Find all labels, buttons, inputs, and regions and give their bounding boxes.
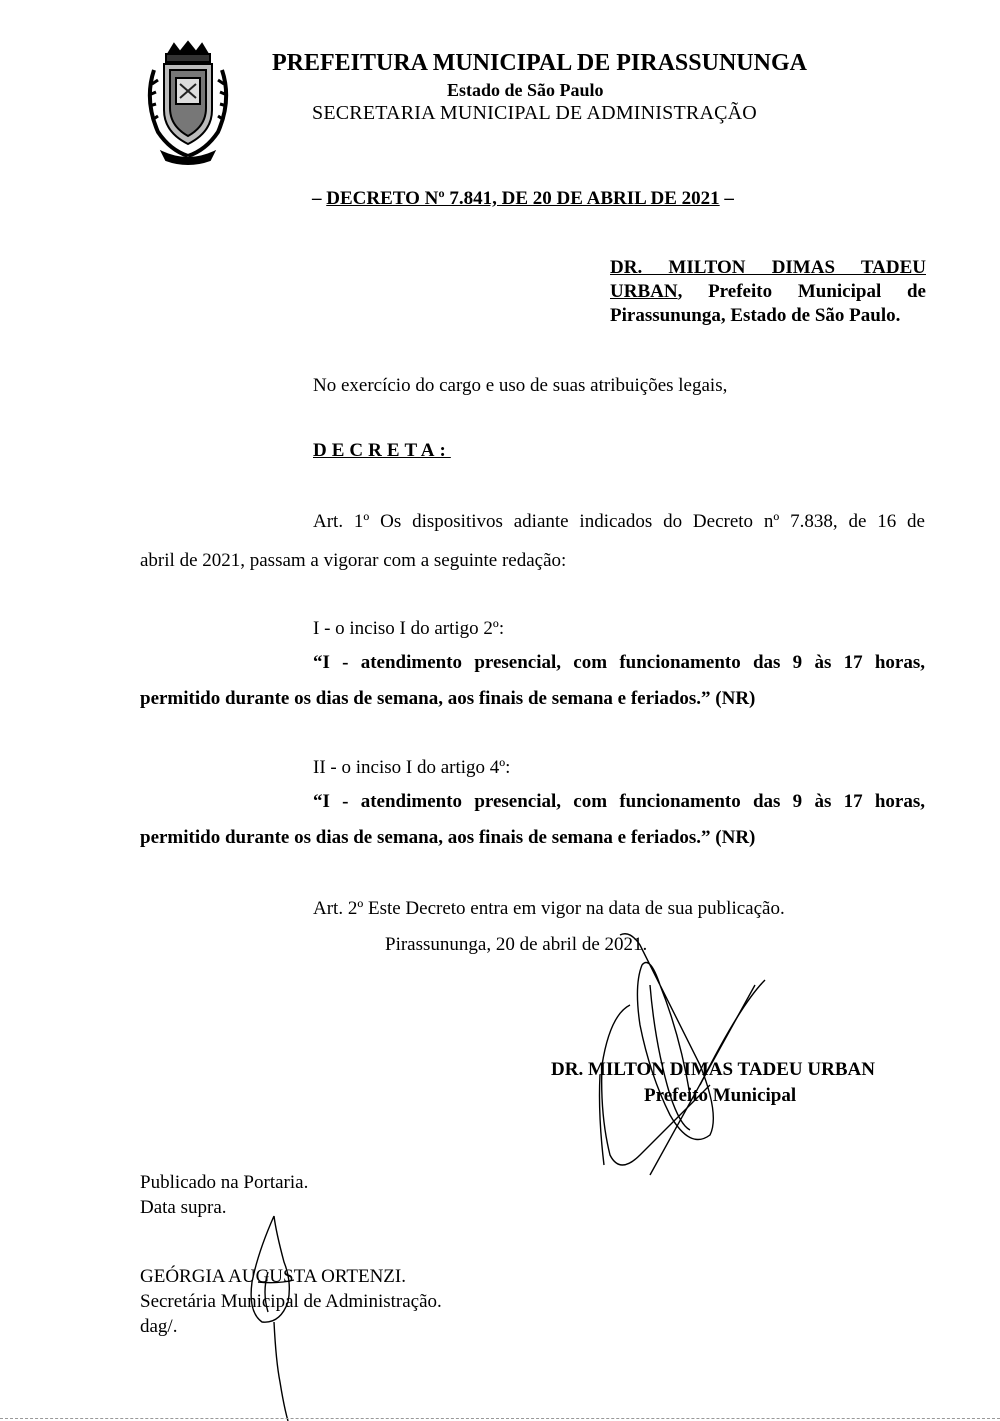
article-1-line-2: abril de 2021, passam a vigorar com a seguinte redação: (140, 550, 567, 571)
decree-ementa (610, 256, 926, 328)
secretary-role: Secretária Municipal de Administração. (140, 1291, 442, 1312)
item-1-heading: I - o inciso I do artigo 2º: (313, 618, 505, 639)
title-text: DECRETO Nº 7.841, DE 20 DE ABRIL DE 2021 (326, 188, 720, 209)
signatory-name: DR. MILTON DIMAS TADEU URBAN (551, 1059, 875, 1080)
publication-note: Publicado na Portaria. (140, 1172, 309, 1193)
ementa-rest: , Prefeito Municipal de Pirassununga, Estado de São Paulo. (610, 281, 926, 326)
publication-date-note: Data supra. (140, 1197, 227, 1218)
decreta-heading: DECRETA: (313, 440, 451, 461)
header-organization: PREFEITURA MUNICIPAL DE PIRASSUNUNGA (272, 50, 807, 76)
secretary-name: GEÓRGIA AUGUSTA ORTENZI. (140, 1266, 406, 1287)
title-prefix: – (312, 188, 327, 209)
item-2-quote-line-2: permitido durante os dias de semana, aos finais de semana e feriados.” (NR) (140, 827, 756, 848)
date-place: Pirassununga, 20 de abril de 2021. (385, 934, 648, 955)
item-2-quote-line-1: “I - atendimento presencial, com funcionamento das 9 às 17 horas, (313, 791, 925, 812)
item-1-quote-line-1: “I - atendimento presencial, com funcionamento das 9 às 17 horas, (313, 652, 925, 673)
header-secretariat: SECRETARIA MUNICIPAL DE ADMINISTRAÇÃO (312, 102, 757, 124)
coat-of-arms-logo (140, 40, 236, 168)
item-2-heading: II - o inciso I do artigo 4º: (313, 757, 511, 778)
item-1-quote-line-2: permitido durante os dias de semana, aos finais de semana e feriados.” (NR) (140, 688, 756, 709)
scan-edge-line (0, 1418, 1000, 1419)
ementa-name: DR. MILTON DIMAS TADEU URBAN (610, 257, 926, 302)
preamble: No exercício do cargo e uso de suas atribuições legais, (313, 375, 728, 396)
handwritten-initials (228, 1212, 318, 1421)
typist-initials: dag/. (140, 1316, 178, 1337)
article-2: Art. 2º Este Decreto entra em vigor na data de sua publicação. (313, 898, 785, 919)
header-state: Estado de São Paulo (447, 80, 604, 100)
handwritten-signature (590, 925, 780, 1180)
article-1-line-1: Art. 1º Os dispositivos adiante indicados do Decreto nº 7.838, de 16 de (313, 511, 925, 532)
decree-title (312, 188, 734, 210)
title-suffix: – (719, 188, 734, 209)
signatory-role: Prefeito Municipal (644, 1085, 797, 1106)
